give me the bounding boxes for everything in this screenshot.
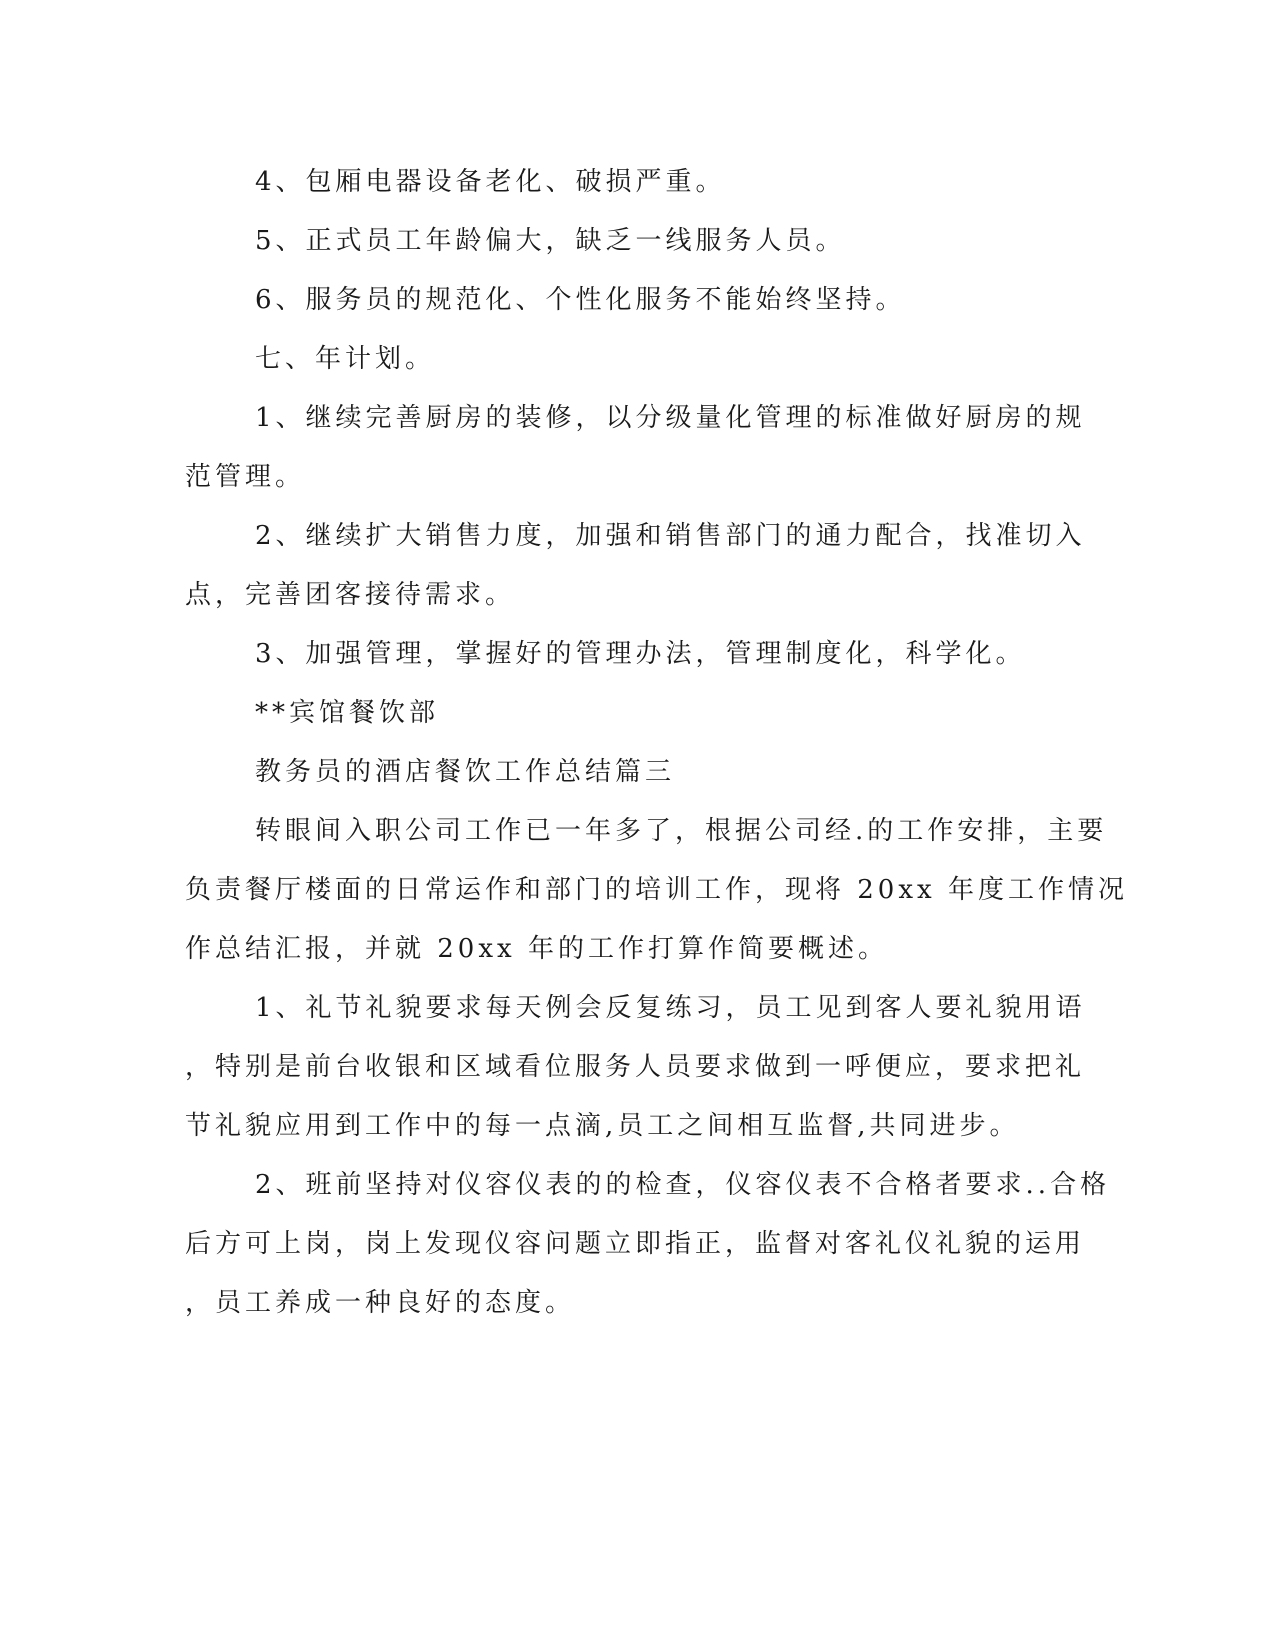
text-line: 1、礼节礼貌要求每天例会反复练习，员工见到客人要礼貌用语 bbox=[255, 993, 1086, 1023]
text-line: 点，完善团客接待需求。 bbox=[185, 580, 516, 610]
text-line: ，特别是前台收银和区域看位服务人员要求做到一呼便应，要求把礼 bbox=[185, 1052, 1086, 1082]
text-line: 后方可上岗，岗上发现仪容问题立即指正，监督对客礼仪礼貌的运用 bbox=[185, 1229, 1086, 1259]
text-line: 1、继续完善厨房的装修，以分级量化管理的标准做好厨房的规 bbox=[255, 403, 1086, 433]
text-line: 负责餐厅楼面的日常运作和部门的培训工作，现将 20xx 年度工作情况 bbox=[185, 875, 1128, 905]
text-line: ，员工养成一种良好的态度。 bbox=[185, 1288, 576, 1318]
text-line: 2、班前坚持对仪容仪表的的检查，仪容仪表不合格者要求..合格 bbox=[255, 1170, 1111, 1200]
text-line: 范管理。 bbox=[185, 462, 306, 492]
text-line: 5、正式员工年龄偏大，缺乏一线服务人员。 bbox=[255, 226, 846, 256]
article-title: 教务员的酒店餐饮工作总结篇三 bbox=[255, 757, 676, 787]
text-line: 2、继续扩大销售力度，加强和销售部门的通力配合，找准切入 bbox=[255, 521, 1086, 551]
document-body bbox=[185, 160, 1128, 1340]
signature-line: **宾馆餐饮部 bbox=[255, 698, 440, 728]
section-heading: 七、年计划。 bbox=[255, 344, 436, 374]
text-line: 作总结汇报，并就 20xx 年的工作打算作简要概述。 bbox=[185, 934, 888, 964]
text-line: 4、包厢电器设备老化、破损严重。 bbox=[255, 167, 726, 197]
text-line: 3、加强管理，掌握好的管理办法，管理制度化，科学化。 bbox=[255, 639, 1026, 669]
text-line: 6、服务员的规范化、个性化服务不能始终坚持。 bbox=[255, 285, 906, 315]
text-line: 转眼间入职公司工作已一年多了，根据公司经.的工作安排，主要 bbox=[255, 816, 1108, 846]
text-line: 节礼貌应用到工作中的每一点滴,员工之间相互监督,共同进步。 bbox=[185, 1111, 1020, 1141]
